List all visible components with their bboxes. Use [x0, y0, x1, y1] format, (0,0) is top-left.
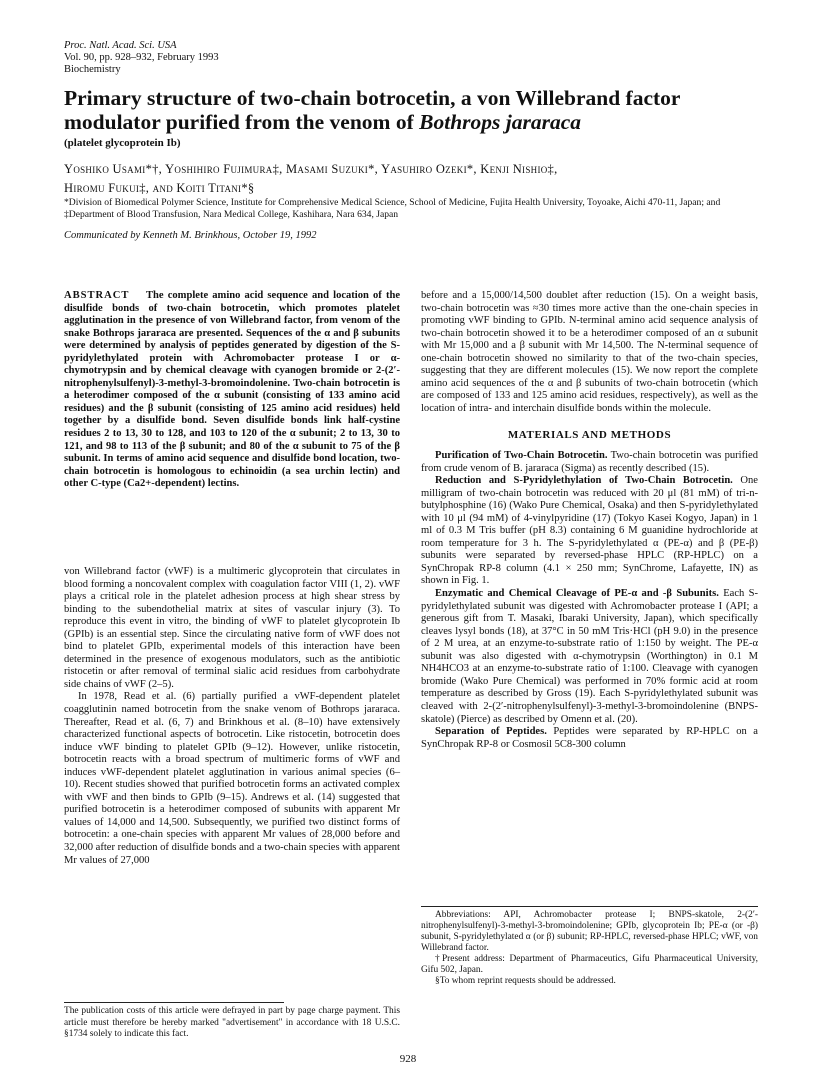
intro-continued: before and a 15,000/14,500 doublet after reduction (15). On a weight basis, two-chain botrocetin was ≈30 times more active than the one-chain species in promoting vWF binding to GPIb. N-terminal amino acid sequence analysis of two-chain botrocetin showed it to be a heterodimer composed of an α subunit with Mr 15,000 and a β subunit with Mr 14,500. The N-terminal sequence of one-chain botrocetin showed no similarity to that of the two-chain species, suggesting that they are different molecules (15). We now report the complete amino acid sequences of the α and β subunits of two-chain botrocetin (which are composed of 133 and 125 amino acid residues, respectively), as well as the location of intra- and interchain disulfide bonds within the molecule.	[421, 290, 758, 414]
present-address-footnote: †Present address: Department of Pharmaceutics, Gifu Pharmaceutical University, Gifu 502, Japan.	[421, 954, 758, 975]
footnotes-right	[421, 910, 758, 987]
intro-paragraph-2: In 1978, Read et al. (6) partially purified a vWF-dependent platelet coagglutinin named botrocetin from the snake venom of Bothrops jararaca. Thereafter, Read et al. (6, 7) and Brinkhous et al. (8–10) have extensively characterized functional aspects of botrocetin. Like ristocetin, botrocetin does induce vWF binding to platelet GPIb (9–12). However, unlike ristocetin, botrocetin reacts with a broad spectrum of multimeric forms of vWF and induces vWF-dependent platelet agglutination in various animal species (6–10). Recent studies showed that purified botrocetin forms an activated complex with vWF and then binds to GPIb (9–15). Andrews et al. (14) suggested that purified botrocetin is a heterodimer composed of subunits with apparent Mr values of 14,000 and 14,500. Subsequently, we purified two distinct forms of botrocetin: a one-chain species with apparent Mr values of 28,000 before and 32,000 after reduction of disulfide bonds and a two-chain species with apparent Mr values of 27,000	[64, 691, 400, 866]
affiliations: *Division of Biomedical Polymer Science, Institute for Comprehensive Medical Science, School of Medicine, Fujita Health University, Toyoake, Aichi 470-11, Japan; and ‡Department of Blood Transfusion, Nara Medical College, Kashihara, Nara 634, Japan	[64, 197, 721, 220]
abstract-text: The complete amino acid sequence and location of the disulfide bonds of two-chain botrocetin, which promotes platelet agglutination in the presence of von Willebrand factor, from venom of the snake Bothrops jararaca are presented. Sequences of the α and β subunits were determined by analysis of peptides generated by digestion of the S-pyridylethylated protein with Achromobacter protease I or α-chymotrypsin and by chemical cleavage with cyanogen bromide or 2-(2′-nitrophenylsulfenyl)-3-methyl-3-bromoindolenine. Two-chain botrocetin is a heterodimer composed of the α subunit (consisting of 133 amino acid residues) and the β subunit (consisting of 125 amino acid residues) held together by a disulfide bond. Seven disulfide bonds link half-cystine residues 2 to 13, 30 to 128, and 103 to 120 of the α subunit; 2 to 13, 30 to 121, and 98 to 113 of the β subunit; and 80 of the α subunit to 75 of the β subunit. In terms of amino acid sequence and disulfide bond location, two-chain botrocetin is homologous to echinoidin (a sea urchin lectin) and other C-type (Ca2+-dependent) lectins.	[64, 290, 401, 490]
page-number: 928	[399, 1053, 417, 1065]
article-title	[64, 86, 764, 134]
abstract-label: ABSTRACT	[64, 290, 130, 301]
footnote-rule-right	[421, 906, 758, 907]
separation-heading: Separation of Peptides.	[435, 726, 547, 738]
communicated-by: Communicated by Kenneth M. Brinkhous, October 19, 1992	[64, 230, 317, 241]
purification-heading: Purification of Two-Chain Botrocetin.	[435, 450, 608, 462]
journal-volume: Vol. 90, pp. 928–932, February 1993	[64, 52, 219, 63]
footnote-rule-left	[64, 1002, 284, 1003]
title-main: Primary structure of two-chain botrocetin, a von Willebrand factor modulator purified from the venom of	[64, 86, 681, 134]
author-list	[64, 160, 764, 198]
cleavage-text: Each S-pyridylethylated subunit was digested with Achromobacter protease I (API; a generous gift from T. Masaki, Ibaraki University, Japan), which specifically cleaves lysyl bonds (18), at 37°C in 50 mM Tris·HCl (pH 9.0) in the presence of 2 M urea, at an enzyme-to-substrate ratio of 1:150 by weight. The PE-α subunit was also digested with α-chymotrypsin (Worthington) in 0.1 M NH4HCO3 at an enzyme-to-substrate ratio of 1:100. Cleavage with cyanogen bromide (Wako Pure Chemical) was performed in 70% formic acid at room temperature as described by Gross (19). Each S-pyridylethylated subunit was cleaved with 2-(2′-nitrophenylsulfenyl)-3-methyl-3-bromoindolenine (BNPS-skatole) (Pierce) as described by Omenn et al. (20).	[421, 588, 758, 725]
title-species: Bothrops jararaca	[419, 110, 582, 134]
article-subtitle: (platelet glycoprotein Ib)	[64, 137, 181, 149]
authors-line-1: Yoshiko Usami*†, Yoshihiro Fujimura‡, Masami Suzuki*, Yasuhiro Ozeki*, Kenji Nishio‡,	[64, 162, 558, 176]
methods-heading: MATERIALS AND METHODS	[507, 429, 672, 442]
authors-line-2: Hiromu Fukui‡, and Koiti Titani*§	[64, 181, 255, 195]
introduction	[64, 566, 400, 867]
publication-cost-note: The publication costs of this article were defrayed in part by page charge payment. This article must therefore be hereby marked "advertisement" in accordance with 18 U.S.C. §1734 solely to indicate this fact.	[64, 1006, 400, 1039]
methods-cleavage	[421, 588, 758, 726]
reprints-footnote: §To whom reprint requests should be addressed.	[435, 976, 616, 986]
abbreviations-footnote: Abbreviations: API, Achromobacter protease I; BNPS-skatole, 2-(2′-nitrophenylsulfenyl)-3-methyl-3-bromoindolenine; GPIb, glycoprotein Ib; PE-α (or -β) subunit, S-pyridylethylated α (or β) subunit; RP-HPLC, reversed-phase HPLC; vWF, von Willebrand factor.	[421, 910, 758, 953]
intro-paragraph-1: von Willebrand factor (vWF) is a multimeric glycoprotein that circulates in blood forming a noncovalent complex with coagulation factor VIII (1, 2). vWF plays a critical role in the platelet adhesion process at high shear stress by binding to the subendothelial matrix at sites of vascular injury (3). To reproduce this event in vitro, the binding of vWF to platelet glycoprotein Ib (GPIb) is an essential step. Since the circulating native form of vWF does not bind to platelet GPIb, experimental models of this interaction have been determined in the presence of exogenous modulators, such as the antibiotic ristocetin or after removal of terminal sialic acid residues from carbohydrate side chains of vWF (2–5).	[64, 566, 400, 690]
reduction-heading: Reduction and S-Pyridylethylation of Two-Chain Botrocetin.	[435, 475, 733, 487]
methods-reduction	[421, 475, 758, 588]
abstract	[64, 290, 400, 491]
journal-name: Proc. Natl. Acad. Sci. USA	[64, 40, 177, 51]
right-column	[421, 290, 758, 751]
journal-header	[64, 40, 219, 76]
methods-purification	[421, 450, 758, 475]
cleavage-heading: Enzymatic and Chemical Cleavage of PE-α and -β Subunits.	[435, 588, 719, 600]
methods-separation	[421, 726, 758, 751]
purification-text: Two-chain botrocetin was purified from crude venom of B. jararaca (Sigma) as recently described (15).	[421, 450, 758, 474]
separation-text: Peptides were separated by RP-HPLC on a SynChropak RP-8 or Cosmosil 5C8-300 column	[421, 726, 758, 750]
journal-section: Biochemistry	[64, 64, 121, 75]
reduction-text: One milligram of two-chain botrocetin was reduced with 20 μl (81 mM) of tri-n-butylphosphine (16) (Wako Pure Chemical, Osaka) and then S-pyridylethylated with 10 μl (94 mM) of 4-vinylpyridine (17) (Tokyo Kasei Kogyo, Japan) in 1 ml of 0.3 M Tris buffer (pH 8.3) containing 6 M guanidine hydrochloride at room temperature for 3 h. The S-pyridylethylated α (PE-α) and β (PE-β) subunits were separated by reversed-phase HPLC (RP-HPLC) on a SynChropak RP-8 column (4.1 × 250 mm; SynChrome, Lafayette, IN) as shown in Fig. 1.	[421, 475, 758, 587]
